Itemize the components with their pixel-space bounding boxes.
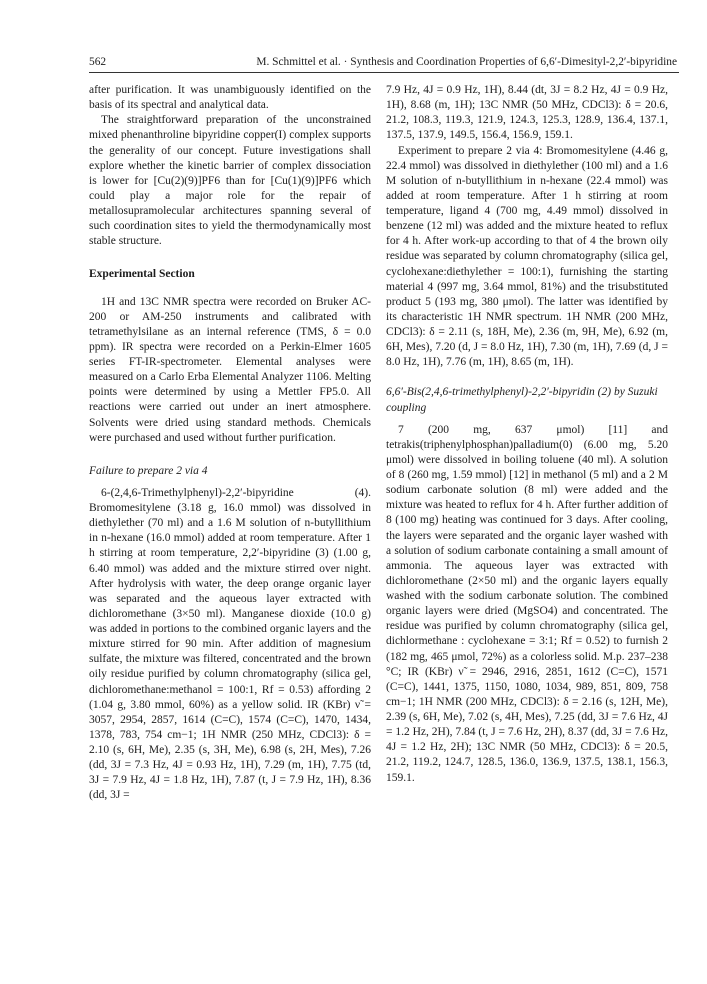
paragraph: 6-(2,4,6-Trimethylphenyl)-2,2′-bipyridine (4). Bromomesitylene (3.18 g, 16.0 mmol) was dissolved in diethylether (70 ml) and a 1.6 M solution of n-butyllithium in n-hexane (16.0 mmol) added at room temperature. After 1 h stirring at room temperature, 2,2′-bipyridine (3) (1.00 g, 6.40 mmol) was added and the mixture stirred over night. After hydrolysis with water, the deep orange organic layer was separated and the aqueous layer extracted with dichloromethane (3×50 ml). Manganese dioxide (10.0 g) was added in portions to the combined organic layers and the mixture stirred for 90 min. After addition of magnesium sulfate, the mixture was filtered, concentrated and the brown oily residue purified by column chromatography (silica gel, dichloromethane:methanol = 100:1, Rf = 0.53) affording 2 (1.04 g, 3.80 mmol, 60%) as a yellow solid. IR (KBr) ν̃ = 3057, 2954, 2857, 1614 (C=C), 1574 (C=C), 1470, 1434, 1378, 783, 754 cm−1; 1H NMR (250 MHz, CDCl3): δ = 2.10 (s, 6H, Me), 2.35 (s, 3H, Me), 6.98 (s, 2H, Mes), 7.26 (dd, 3J = 7.3 Hz, 4J = 0.93 Hz, 1H), 7.29 (m, 1H), 7.75 (td, 3J = 7.9 Hz, 4J = 1.8 Hz, 1H), 7.87 (t, J = 7.9 Hz, 1H), 8.36 (dd, 3J = — [89, 486, 371, 802]
page-number: 562 — [89, 56, 107, 68]
paragraph: after purification. It was unambiguously identified on the basis of its spectral and analytical data. — [89, 84, 371, 112]
paragraph: 7.9 Hz, 4J = 0.9 Hz, 1H), 8.44 (dt, 3J = 8.2 Hz, 4J = 0.9 Hz, 1H), 8.68 (m, 1H); 13C NMR (50 MHz, CDCl3): δ = 20.6, 21.2, 108.3, 119.3, 121.9, 124.3, 125.3, 128.9, 136.4, 137.1, 137.5, 137.9, 149.5, 156.4, 156.9, 159.1. — [386, 84, 668, 142]
subheading: 6,6′-Bis(2,4,6-trimethylphenyl)-2,2′-bipyridin (2) by Suzuki coupling — [386, 386, 658, 414]
paragraph: 7 (200 mg, 637 μmol) [11] and tetrakis(triphenylphosphan)palladium(0) (6.00 mg, 5.20 μmol) were dissolved in boiling toluene (40 ml). A solution of 8 (260 mg, 1.59 mmol) [12] in methanol (5 ml) and a 2 M sodium carbonate solution (8 ml) were added and the mixture was heated to reflux for 4 h. After further addition of 8 (100 mg) heating was continued for 3 days. After cooling, the layers were separated and the organic layer washed with a solution of sodium carbonate containing a small amount of ammonia. The aqueous layer was extracted with dichloromethane (2×50 ml) and the organic layers equally washed with the sodium carbonate solution. The combined organic layers were dried (MgSO4) and concentrated. The residue was purified by column chromatography (silica gel, dichlormethane : cyclohexane = 3:1; Rf = 0.52) to furnish 2 (182 mg, 465 μmol, 72%) as a colorless solid. M.p. 237–238 °C; IR (KBr) ν̃ = 2946, 2916, 2851, 1612 (C=C), 1571 (C=C), 1441, 1375, 1150, 1080, 1034, 989, 851, 809, 758 cm−1; 1H NMR (200 MHz, CDCl3): δ = 2.16 (s, 12H, Me), 2.39 (s, 6H, Me), 7.02 (s, 4H, Mes), 7.25 (dd, 3J = 7.6 Hz, 4J = 1.2 Hz, 2H), 7.84 (t, J = 7.6 Hz, 2H), 8.37 (dd, 3J = 7.6 Hz, 4J = 1.2 Hz, 2H); 13C NMR (50 MHz, CDCl3): δ = 20.5, 21.2, 119.2, 124.7, 128.5, 136.0, 136.9, 137.5, 138.1, 156.3, 159.1. — [386, 423, 669, 784]
subheading: Failure to prepare 2 via 4 — [89, 464, 208, 477]
section-heading: Experimental Section — [89, 268, 195, 281]
header-rule — [89, 72, 679, 73]
paragraph: The straightforward preparation of the unconstrained mixed phenanthroline bipyridine copper(I) complex supports the generality of our concept. Future investigations shall explore whether the kinetic barrier of complex dissociation is lower for [Cu(2)(9)]PF6 than for [Cu(1)(9)]PF6 which could play a major role for the repair of metallosupramolecular architectures spanning several of such coordination sites to yield the thermodynamically most stable structure. — [89, 114, 371, 248]
paragraph: Experiment to prepare 2 via 4: Bromomesitylene (4.46 g, 22.4 mmol) was dissolved in diethylether (100 ml) and a 1.6 M solution of n-butyllithium in n-hexane (22.4 mmol) was added at room temperature. After 1 h stirring at room temperature, ligand 4 (700 mg, 4.49 mmol) dissolved in benzene (12 ml) was added and the mixture heated to reflux for 4 h. After work-up according to that of 4 the brown oily residue was separated by column chromatography (silica gel, cyclohexane:diethylether = 100:1), furnishing the starting material 4 (997 mg, 3.64 mmol, 81%) and the trisubstituted product 5 (193 mg, 380 μmol). The latter was identified by its characteristic 1H NMR spectrum. 1H NMR (200 MHz, CDCl3): δ = 2.11 (s, 18H, Me), 2.36 (m, 9H, Me), 6.92 (m, 6H, Mes), 7.20 (d, J = 8.0 Hz, 1H), 7.30 (m, 1H), 7.69 (d, J = 8.0 Hz, 1H), 7.76 (m, 1H), 8.65 (m, 1H). — [386, 144, 668, 369]
running-title: M. Schmittel et al. · Synthesis and Coordination Properties of 6,6′-Dimesityl-2,2′-bipyridine — [256, 56, 677, 68]
paragraph: 1H and 13C NMR spectra were recorded on Bruker AC-200 or AM-250 instruments and calibrated with tetramethylsilane as an internal reference (TMS, δ = 0.0 ppm). IR spectra were recorded on a Perkin-Elmer 1605 series FT-IR-spectrometer. Elemental analyses were measured on a Carlo Erba Elemental Analyzer 1106. Melting points were determined by using a Mettler FP5.0. All reactions were carried out under an inert atmosphere. Solvents were dried using standard methods. Chemicals were purchased and used without further purification. — [89, 295, 371, 444]
right-column — [386, 83, 668, 786]
left-column — [89, 83, 371, 804]
